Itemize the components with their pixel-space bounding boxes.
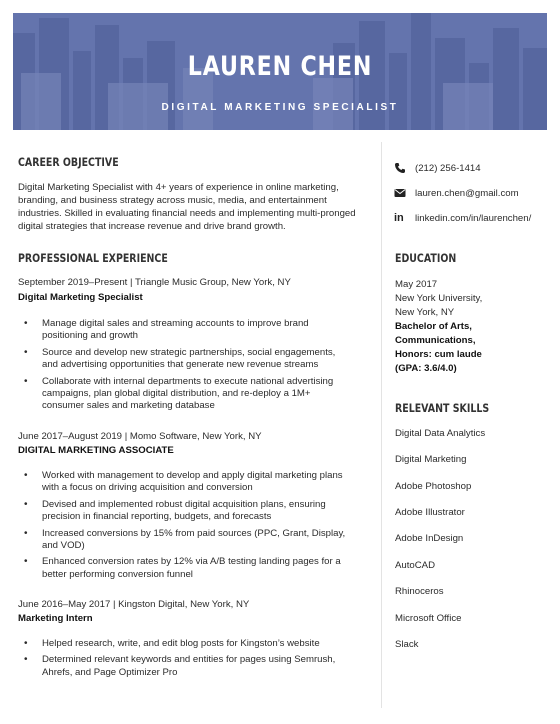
- bullet-icon: •: [24, 527, 28, 539]
- skill-item: Adobe Photoshop: [395, 481, 472, 492]
- education-honors: Honors: cum laude: [395, 349, 482, 360]
- skill-item: Digital Data Analytics: [395, 428, 486, 439]
- skill-item: Adobe InDesign: [395, 533, 464, 544]
- job-title: DIGITAL MARKETING ASSOCIATE: [18, 445, 174, 456]
- bullet-icon: •: [24, 346, 28, 358]
- list-item: • Source and develop new strategic partnerships, social engagements, and advertising opportunities that generate new revenue streams: [24, 346, 336, 371]
- bullet-icon: •: [24, 638, 28, 649]
- skill-item: Microsoft Office: [395, 613, 462, 624]
- job-meta: June 2017–August 2019 | Momo Software, New York, NY: [18, 431, 262, 442]
- education-school: New York University,: [395, 293, 483, 304]
- column-divider: [381, 142, 382, 708]
- skill-item: Adobe Illustrator: [395, 507, 465, 518]
- objective-line: Digital Marketing Specialist with 4+ years of experience in online marketing,: [18, 182, 339, 193]
- bullet-icon: •: [24, 375, 28, 387]
- education-gpa: (GPA: 3.6/4.0): [395, 363, 457, 374]
- job-meta: June 2016–May 2017 | Kingston Digital, New York, NY: [18, 599, 250, 610]
- list-item: • Devised and implemented robust digital acquisition plans, ensuring precision in financial reporting, budgets, and forecasts: [24, 498, 326, 523]
- header-banner: [13, 13, 547, 130]
- candidate-role: DIGITAL MARKETING SPECIALIST: [161, 102, 399, 113]
- list-item: • Helped research, write, and edit blog posts for Kingston’s website: [24, 638, 320, 649]
- job-meta: September 2019–Present | Triangle Music Group, New York, NY: [18, 277, 291, 288]
- objective-line: industries. Skilled in evaluating financial needs and implementing multi-pronged: [18, 208, 356, 219]
- job-bullet-list: [18, 318, 363, 417]
- bullet-icon: •: [24, 498, 28, 510]
- education-major: Communications,: [395, 335, 476, 346]
- job-bullet-list: [18, 470, 363, 585]
- job-title: Marketing Intern: [18, 613, 93, 624]
- list-item: • Manage digital sales and streaming accounts to improve brand positioning and growth: [24, 318, 309, 342]
- skill-item: Digital Marketing: [395, 454, 467, 465]
- skill-item: AutoCAD: [395, 560, 435, 571]
- candidate-name: LAUREN CHEN: [187, 51, 373, 82]
- phone-text: (212) 256-1414: [415, 163, 481, 174]
- job-bullet-list: [18, 638, 363, 683]
- relevant-skills-heading: RELEVANT SKILLS: [395, 401, 490, 415]
- bullet-icon: •: [24, 654, 28, 666]
- education-location: New York, NY: [395, 307, 455, 318]
- email-link[interactable]: lauren.chen@gmail.com: [415, 188, 519, 199]
- professional-experience-heading: PROFESSIONAL EXPERIENCE: [18, 251, 168, 265]
- career-objective-text: [18, 181, 368, 233]
- skill-item: Slack: [395, 639, 419, 650]
- phone-icon: [394, 162, 406, 174]
- list-item: • Worked with management to develop and apply digital marketing plans with a focus on driving acquisition and conversion: [24, 470, 343, 494]
- career-objective-heading: CAREER OBJECTIVE: [18, 155, 119, 169]
- bullet-icon: •: [24, 470, 28, 481]
- skill-item: Rhinoceros: [395, 586, 444, 597]
- education-heading: EDUCATION: [395, 251, 457, 265]
- education-degree: Bachelor of Arts,: [395, 321, 472, 332]
- linkedin-link[interactable]: linkedin.com/in/laurenchen/: [415, 213, 532, 224]
- objective-line: digital strategies that increase revenue and drive brand growth.: [18, 221, 286, 232]
- bullet-icon: •: [24, 556, 28, 568]
- list-item: • Increased conversions by 15% from paid sources (PPC, Grant, Display, and VOD): [24, 527, 346, 552]
- linkedin-icon: in: [394, 212, 404, 224]
- job-title: Digital Marketing Specialist: [18, 292, 143, 303]
- mail-icon: [394, 187, 406, 199]
- objective-line: branding, and business strategy across music, media, and entertainment: [18, 195, 327, 206]
- list-item: • Enhanced conversion rates by 12% via A/B testing landing pages for a better performing conversion funnel: [24, 556, 341, 580]
- list-item: • Collaborate with internal departments to execute national advertising campaigns, plan global digital distribution, and re-deploy a 1M+ consumer sales and marketing database: [24, 375, 334, 412]
- education-date: May 2017: [395, 279, 438, 290]
- bullet-icon: •: [24, 318, 28, 329]
- list-item: • Determined relevant keywords and entities for pages using Semrush, Ahrefs, and Page Optimizer Pro: [24, 654, 336, 678]
